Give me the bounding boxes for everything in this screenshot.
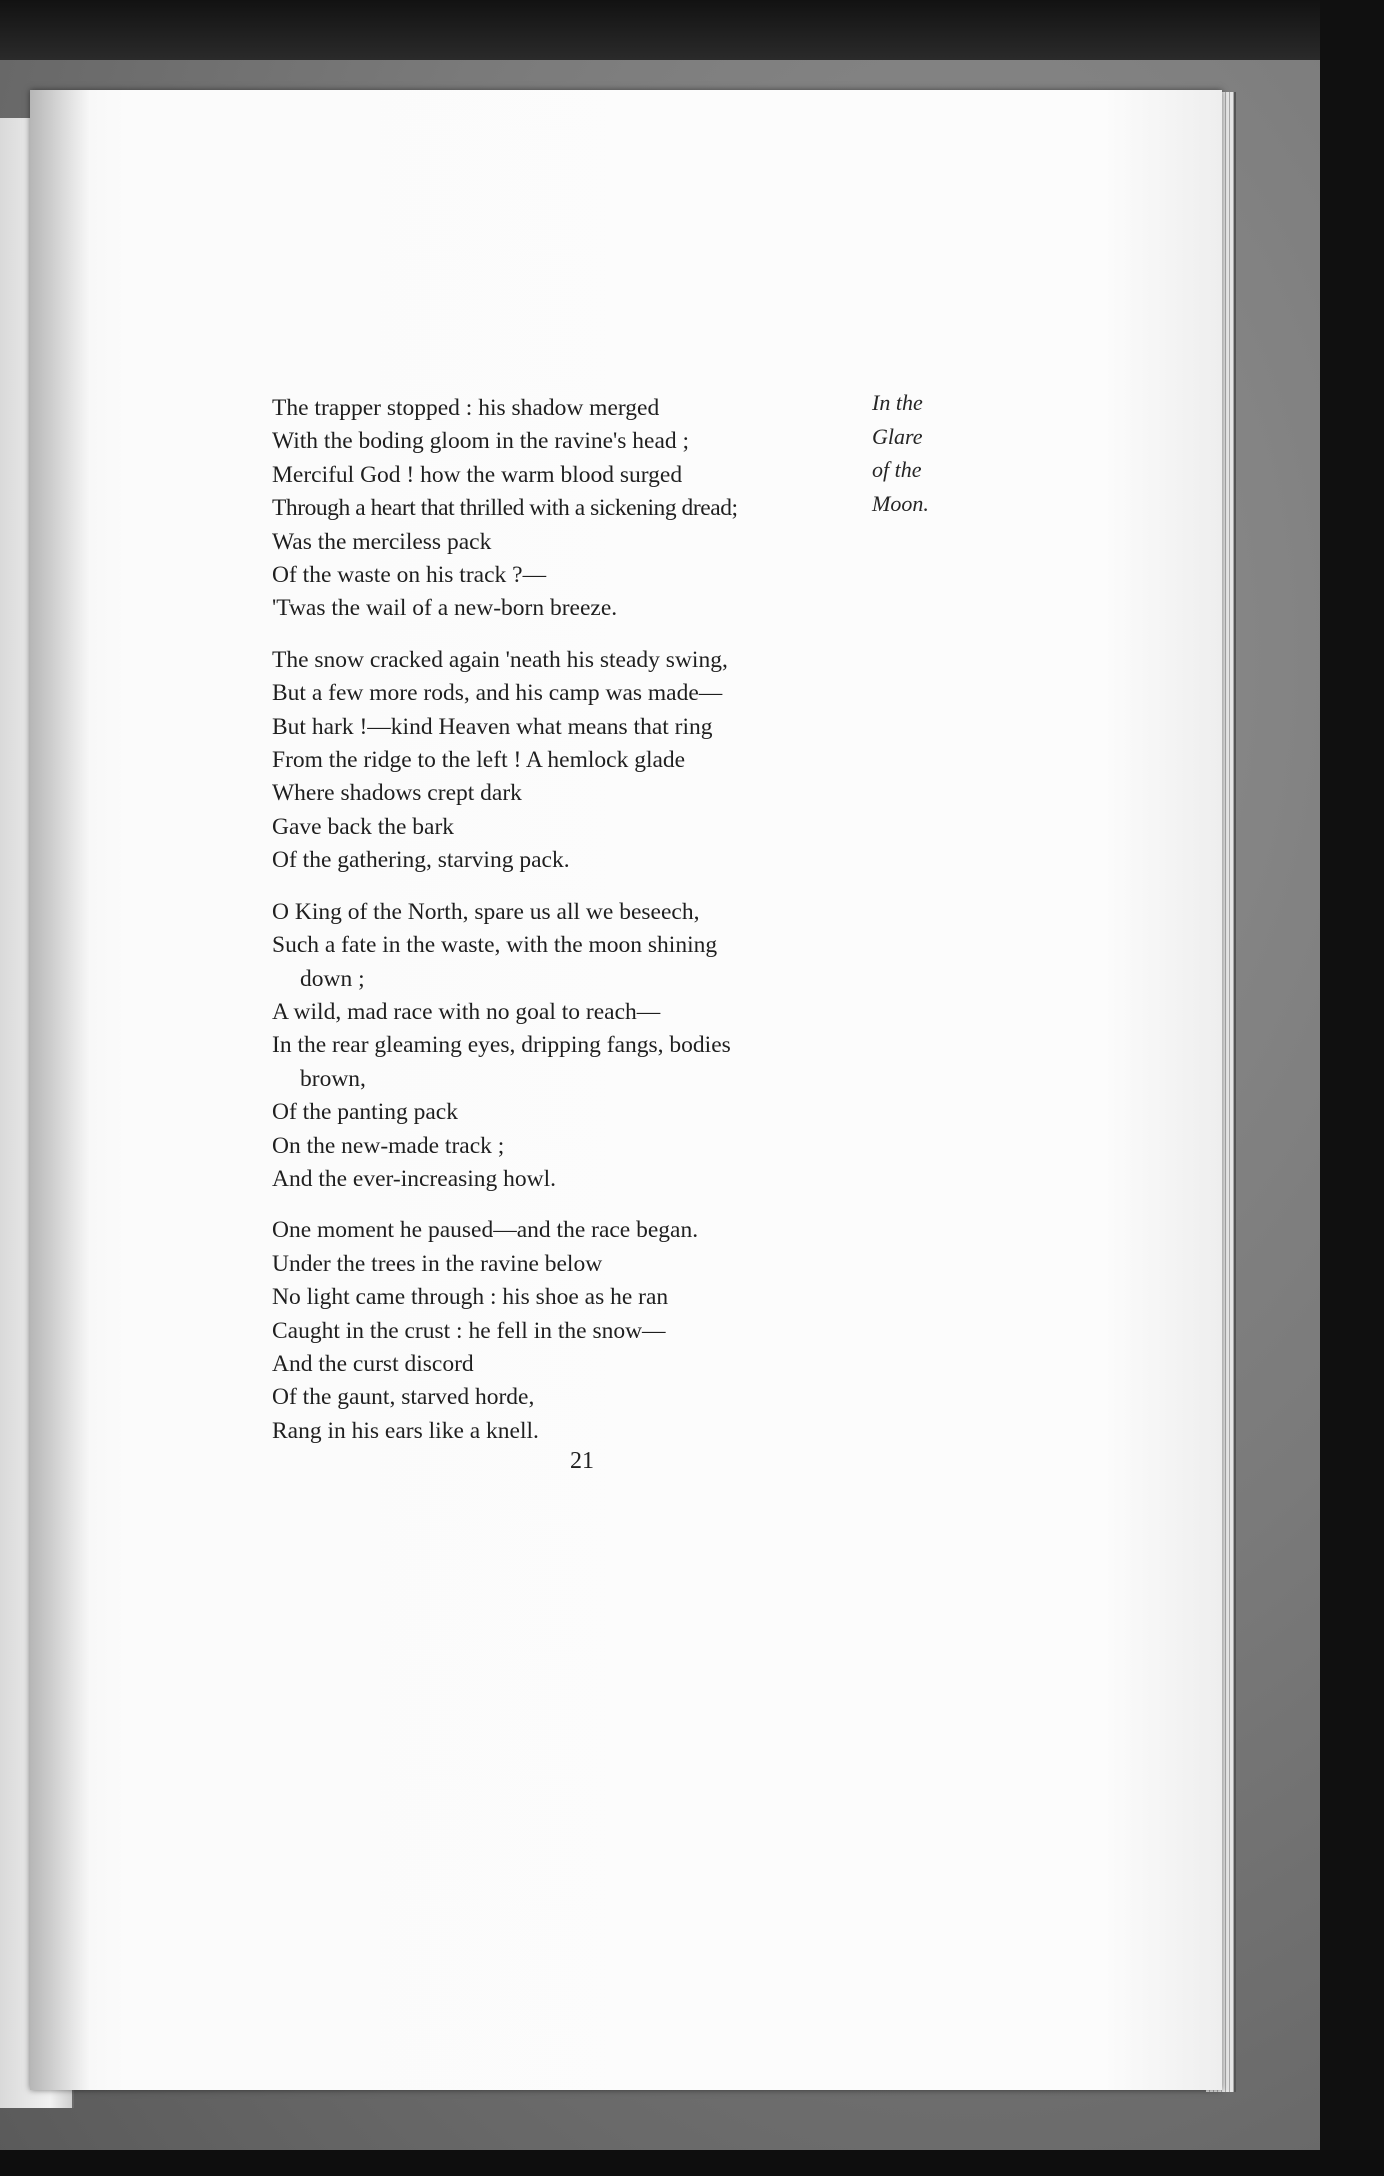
poem-line: A wild, mad race with no goal to reach— — [272, 998, 661, 1025]
margin-note-line: of the — [872, 457, 922, 482]
poem-line: The trapper stopped : his shadow merged — [272, 395, 660, 421]
poem-line: Of the waste on his track ?— — [272, 562, 547, 589]
poem-line: Under the trees in the ravine below — [272, 1250, 603, 1277]
poem-line: One moment he paused—and the race began. — [272, 1217, 699, 1244]
stanza-4 — [272, 1214, 872, 1448]
poem-line: Rang in his ears like a knell. — [272, 1417, 539, 1444]
page-number: 21 — [570, 1448, 594, 1474]
scanner-right-edge — [1320, 0, 1384, 2176]
poem-line-continuation: brown, — [300, 1065, 366, 1092]
margin-note-line: Glare — [872, 423, 923, 449]
poem-line: Of the gaunt, starved horde, — [272, 1384, 535, 1411]
poem-line: But hark !—kind Heaven what means that ring — [272, 713, 713, 740]
margin-note-line: Moon. — [872, 490, 929, 516]
spine-shadow — [30, 90, 90, 2090]
poem-line: But a few more rods, and his camp was made— — [272, 680, 723, 707]
poem-line: Gave back the bark — [272, 813, 455, 840]
poem-line: With the boding gloom in the ravine's head ; — [272, 428, 690, 455]
poem-line: No light came through : his shoe as he ran — [272, 1284, 669, 1311]
poem-line: 'Twas the wail of a new-born breeze. — [272, 595, 618, 622]
poem-line: Where shadows crept dark — [272, 780, 522, 807]
scanner-top-edge — [0, 0, 1384, 60]
poem-line: On the new-made track ; — [272, 1132, 505, 1159]
poem-line: Caught in the crust : he fell in the snow— — [272, 1317, 666, 1344]
poem-line: Of the gathering, starving pack. — [272, 847, 570, 874]
poem-line: Was the merciless pack — [272, 528, 492, 555]
poem-line: In the rear gleaming eyes, dripping fangs, bodies — [272, 1032, 731, 1059]
poem-line-continuation: down ; — [300, 965, 365, 992]
poem-line: Merciful God ! how the warm blood surged — [272, 461, 683, 488]
poem-line: And the ever-increasing howl. — [272, 1165, 557, 1192]
poem-body — [272, 392, 872, 1466]
scanner-bottom-edge — [0, 2150, 1384, 2176]
poem-line: O King of the North, spare us all we beseech, — [272, 898, 700, 925]
stanza-2 — [272, 644, 872, 878]
margin-note — [872, 386, 962, 520]
stanza-3 — [272, 896, 872, 1197]
margin-note-line: In the — [872, 390, 923, 415]
poem-line: Of the panting pack — [272, 1099, 458, 1126]
poem-line: The snow cracked again 'neath his steady swing, — [272, 646, 728, 673]
poem-line: And the curst discord — [272, 1350, 474, 1377]
poem-line: From the ridge to the left ! A hemlock glade — [272, 747, 686, 774]
poem-line: Such a fate in the waste, with the moon shining — [272, 932, 718, 959]
poem-line: Through a heart that thrilled with a sickening dread; — [272, 495, 738, 522]
stanza-1 — [272, 392, 872, 626]
